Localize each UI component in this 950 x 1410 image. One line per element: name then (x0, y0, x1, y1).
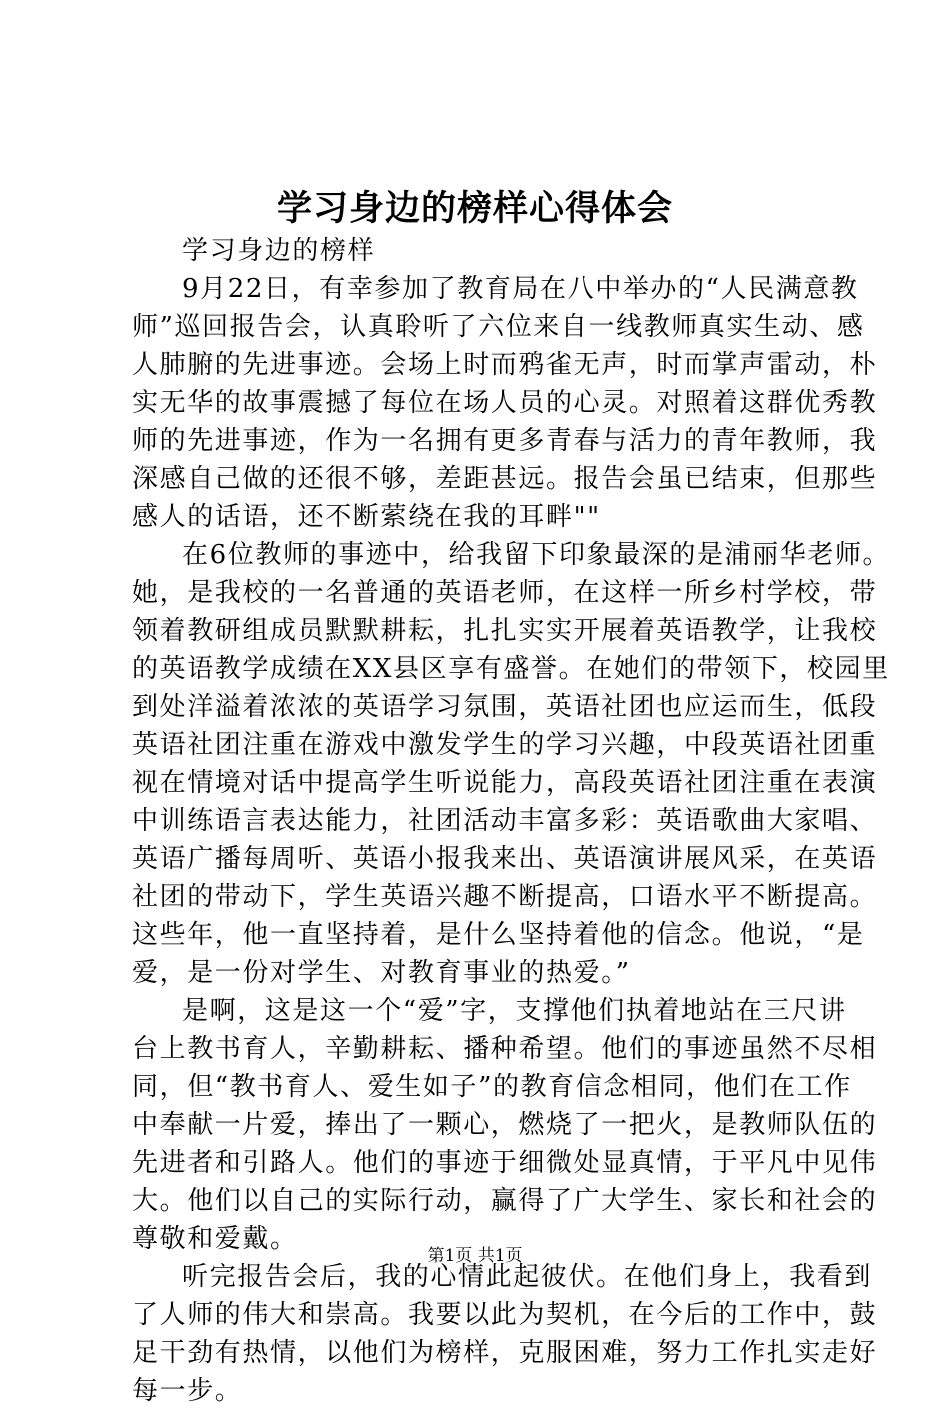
paragraph-2-line: 社团的带动下，学生英语兴趣不断提高，口语水平不断提高。 (132, 882, 878, 912)
paragraph-1-line: 实无华的故事震撼了每位在场人员的心灵。对照着这群优秀教 (132, 388, 878, 418)
paragraph-4-line: 足干劲有热情，以他们为榜样，克服困难，努力工作扎实走好 (132, 1338, 878, 1368)
paragraph-3-line: 是啊，这是这一个“爱”字，支撑他们执着地站在三尺讲 (182, 996, 847, 1026)
document-body (132, 232, 891, 1410)
paragraph-2-line: 英语广播每周听、英语小报我来出、英语演讲展风采，在英语 (132, 844, 878, 874)
paragraph-3-line: 中奉献一片爱，捧出了一颗心，燃烧了一把火，是教师队伍的 (132, 1110, 878, 1140)
page-footer: 第1页 共1页 (427, 1246, 523, 1266)
paragraph-1-line: 师”巡回报告会，认真聆听了六位来自一线教师真实生动、感 (132, 312, 865, 342)
paragraph-2-line: 这些年，他一直坚持着，是什么坚持着他的信念。他说，“是 (132, 920, 865, 950)
paragraph-2-line: 的英语教学成绩在XX县区享有盛誉。在她们的带领下，校园里 (132, 654, 890, 684)
paragraph-2-line: 英语社团注重在游戏中激发学生的学习兴趣，中段英语社团重 (132, 730, 878, 760)
paragraph-2-line: 她，是我校的一名普通的英语老师，在这样一所乡村学校，带 (132, 578, 878, 608)
paragraph-3-line: 大。他们以自己的实际行动，赢得了广大学生、家长和社会的 (132, 1186, 878, 1216)
subtitle-line: 学习身边的榜样 (182, 236, 376, 266)
paragraph-3-line: 先进者和引路人。他们的事迹于细微处显真情，于平凡中见伟 (132, 1148, 878, 1178)
paragraph-1-line: 深感自己做的还很不够，差距甚远。报告会虽已结束，但那些 (132, 464, 878, 494)
paragraph-2-line: 中训练语言表达能力，社团活动丰富多彩：英语歌曲大家唱、 (132, 806, 878, 836)
paragraph-1-line: 师的先进事迹，作为一名拥有更多青春与活力的青年教师，我 (132, 426, 878, 456)
paragraph-2-line: 在6位教师的事迹中，给我留下印象最深的是浦丽华老师。 (182, 540, 891, 570)
document-title: 学习身边的榜样心得体会 (276, 189, 673, 229)
paragraph-1-line: 感人的话语，还不断萦绕在我的耳畔"" (132, 502, 601, 532)
paragraph-4-line: 了人师的伟大和崇高。我要以此为契机，在今后的工作中，鼓 (132, 1300, 878, 1330)
paragraph-2-line: 领着教研组成员默默耕耘，扎扎实实开展着英语教学，让我校 (132, 616, 878, 646)
paragraph-2-line: 视在情境对话中提高学生听说能力，高段英语社团注重在表演 (132, 768, 878, 798)
paragraph-2-line: 爱，是一份对学生、对教育事业的热爱。” (132, 958, 631, 988)
paragraph-2-line: 到处洋溢着浓浓的英语学习氛围，英语社团也应运而生，低段 (132, 692, 878, 722)
paragraph-3-line: 同，但“教书育人、爱生如子”的教育信念相同，他们在工作 (132, 1072, 852, 1102)
paragraph-1-line: 9月22日，有幸参加了教育局在八中举办的“人民满意教 (182, 274, 859, 304)
paragraph-1-line: 人肺腑的先进事迹。会场上时而鸦雀无声，时而掌声雷动，朴 (132, 350, 878, 380)
paragraph-3-line: 尊敬和爱戴。 (132, 1224, 298, 1254)
paragraph-3-line: 台上教书育人，辛勤耕耘、播种希望。他们的事迹虽然不尽相 (132, 1034, 878, 1064)
paragraph-4-line: 听完报告会后，我的心情此起彼伏。在他们身上，我看到 (182, 1262, 873, 1292)
paragraph-4-line: 每一步。 (132, 1376, 243, 1406)
